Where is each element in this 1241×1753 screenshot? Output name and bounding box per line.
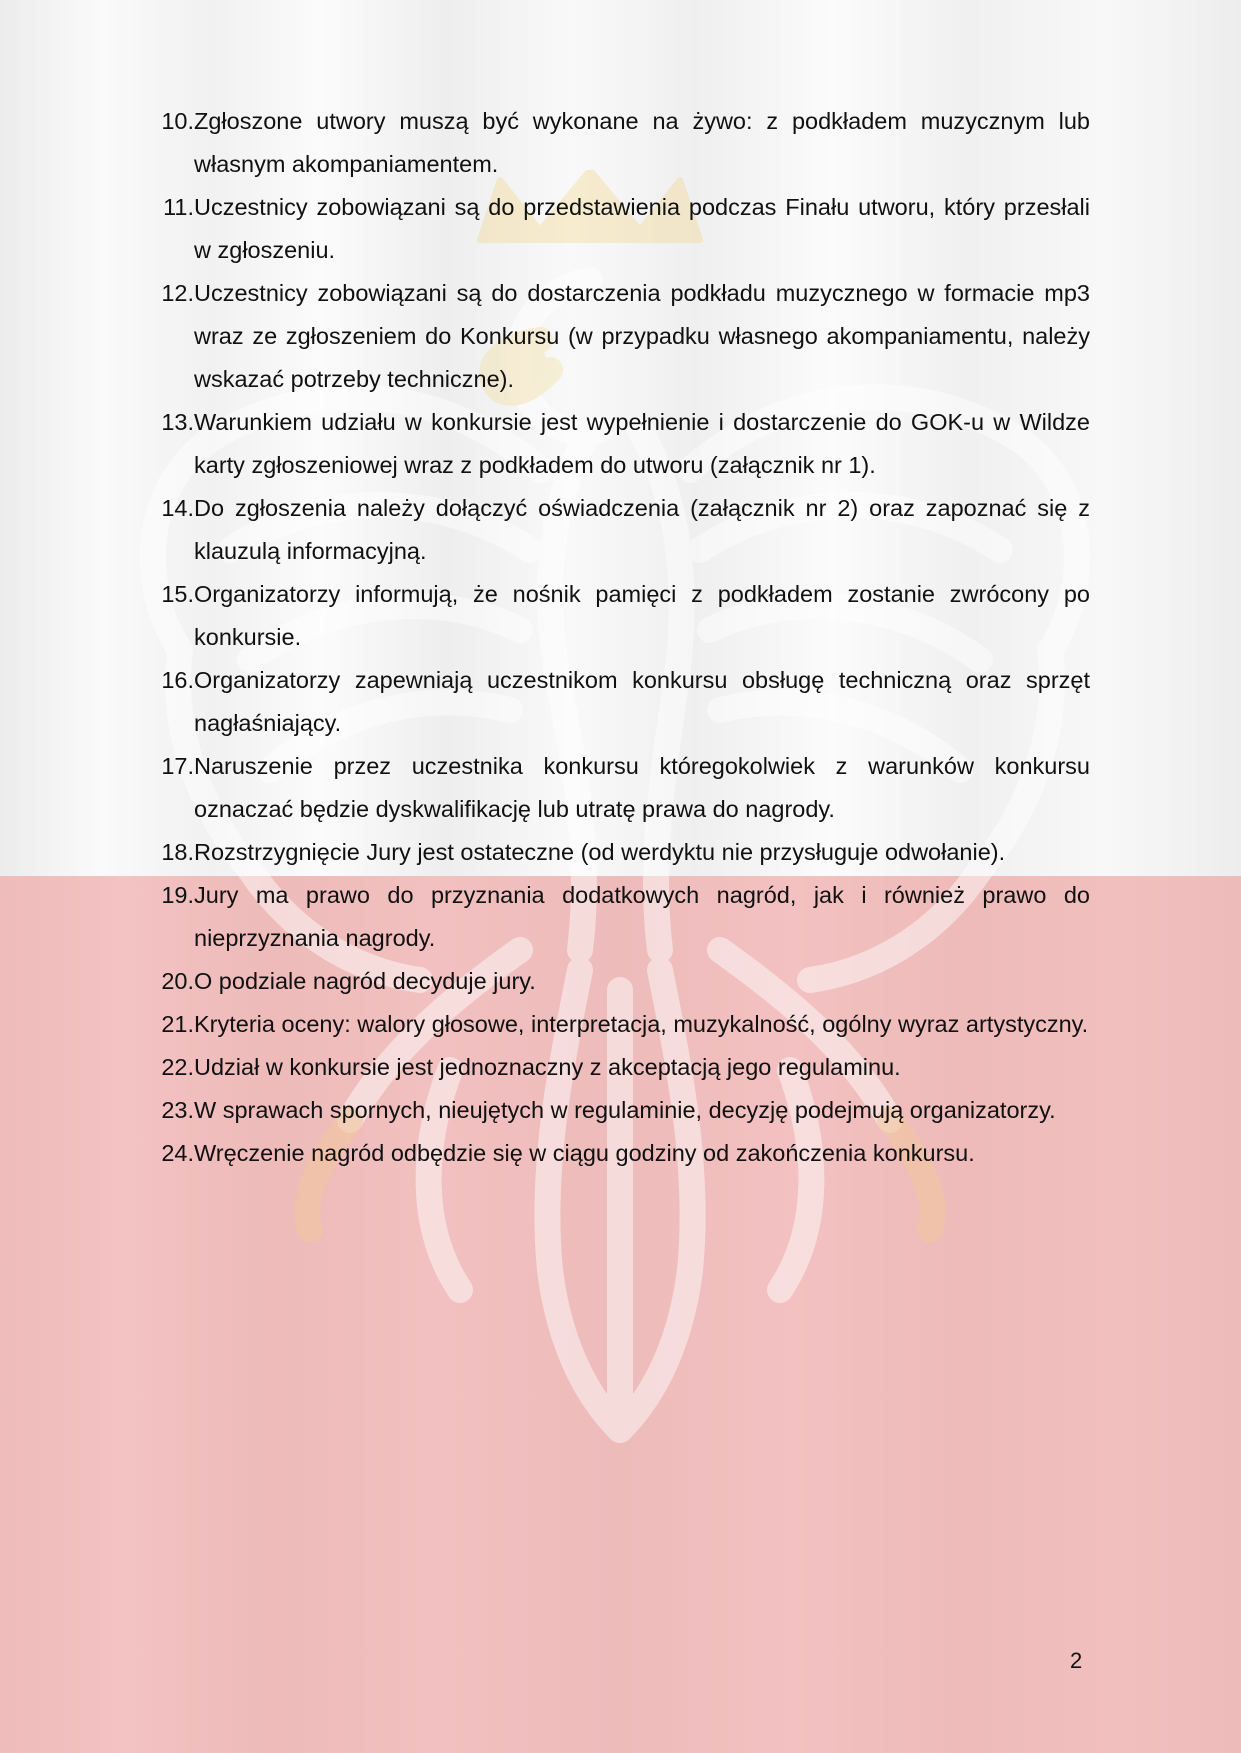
list-item	[150, 960, 1090, 1003]
item-text: Wręczenie nagród odbędzie się w ciągu godziny od zakończenia konkursu.	[194, 1140, 975, 1166]
list-item	[150, 659, 1090, 745]
list-item	[150, 831, 1090, 874]
list-item	[150, 401, 1090, 487]
list-item	[150, 186, 1090, 272]
item-text: Kryteria oceny: walory głosowe, interpretacja, muzykalność, ogólny wyraz artystyczny.	[194, 1011, 1089, 1037]
item-text: Naruszenie przez uczestnika konkursu któregokolwiek z warunków konkursu oznaczać będzie dyskwalifikację lub utratę prawa do nagrody.	[194, 753, 1090, 822]
item-text: Warunkiem udziału w konkursie jest wypełnienie i dostarczenie do GOK-u w Wildze karty zgłoszeniowej wraz z podkładem do utworu (załącznik nr 1).	[194, 409, 1090, 478]
item-number: 13.	[161, 409, 194, 435]
item-number: 24.	[161, 1140, 194, 1166]
item-text: Jury ma prawo do przyznania dodatkowych nagród, jak i również prawo do nieprzyznania nagrody.	[194, 882, 1090, 951]
item-text: Zgłoszone utwory muszą być wykonane na żywo: z podkładem muzycznym lub własnym akompaniamentem.	[194, 108, 1090, 177]
list-item	[150, 1003, 1090, 1046]
item-number: 21.	[161, 1011, 194, 1037]
item-number: 11.	[163, 194, 194, 220]
item-number: 12.	[161, 280, 194, 306]
item-number: 10.	[161, 108, 194, 134]
item-number: 16.	[161, 667, 194, 693]
list-item	[150, 1132, 1090, 1175]
page-number: 2	[1070, 1648, 1083, 1673]
list-item	[150, 745, 1090, 831]
list-item	[150, 100, 1090, 186]
list-item	[150, 1046, 1090, 1089]
list-item	[150, 272, 1090, 401]
item-text: O podziale nagród decyduje jury.	[194, 968, 536, 994]
item-number: 20.	[161, 968, 194, 994]
list-item	[150, 874, 1090, 960]
item-number: 15.	[161, 581, 194, 607]
item-number: 19.	[161, 882, 194, 908]
item-number: 23.	[161, 1097, 194, 1123]
item-text: Rozstrzygnięcie Jury jest ostateczne (od werdyktu nie przysługuje odwołanie).	[194, 839, 1006, 865]
item-number: 17.	[161, 753, 194, 779]
item-text: Organizatorzy informują, że nośnik pamięci z podkładem zostanie zwrócony po konkursie.	[194, 581, 1090, 650]
item-number: 14.	[161, 495, 194, 521]
item-text: Do zgłoszenia należy dołączyć oświadczenia (załącznik nr 2) oraz zapoznać się z klauzulą informacyjną.	[194, 495, 1090, 564]
item-text: W sprawach spornych, nieujętych w regulaminie, decyzję podejmują organizatorzy.	[194, 1097, 1056, 1123]
list-item	[150, 1089, 1090, 1132]
item-text: Uczestnicy zobowiązani są do przedstawienia podczas Finału utworu, który przesłali w zgłoszeniu.	[194, 194, 1090, 263]
item-text: Uczestnicy zobowiązani są do dostarczenia podkładu muzycznego w formacie mp3 wraz ze zgłoszeniem do Konkursu (w przypadku własnego akompaniamentu, należy wskazać potrzeby techniczne).	[194, 280, 1090, 392]
item-number: 22.	[161, 1054, 194, 1080]
item-text: Organizatorzy zapewniają uczestnikom konkursu obsługę techniczną oraz sprzęt nagłaśniający.	[194, 667, 1090, 736]
regulation-list	[150, 100, 1090, 1175]
list-item	[150, 487, 1090, 573]
item-text: Udział w konkursie jest jednoznaczny z akceptacją jego regulaminu.	[194, 1054, 901, 1080]
list-item	[150, 573, 1090, 659]
item-number: 18.	[161, 839, 194, 865]
